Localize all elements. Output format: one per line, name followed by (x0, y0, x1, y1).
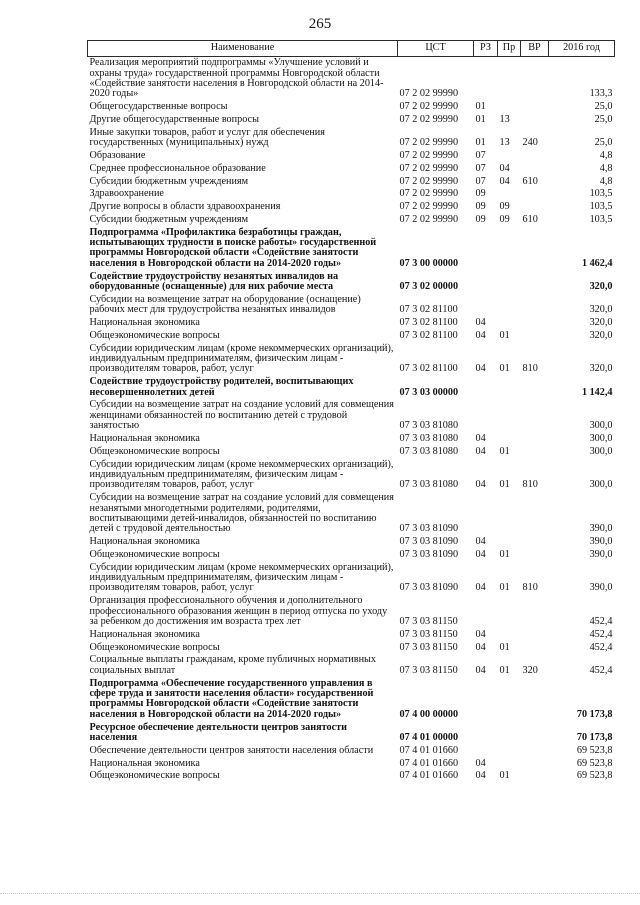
cell-rz: 09 (475, 201, 486, 213)
cell-sum: 452,4 (589, 616, 613, 628)
cell-name: Подпрограмма «Обеспечение государственного управления в сфере труда и занятости населения области» государственной программы Новгородской области «Содействие занятости населения в Новгородской области на 2014-2020 годы» (89, 677, 374, 720)
cell-rz (474, 226, 498, 270)
cell-vr (521, 549, 549, 562)
cell-cst: 07 3 03 81090 (399, 523, 459, 535)
table-row (88, 214, 615, 227)
header-vr: ВР (521, 41, 549, 57)
cell-sum: 70 173,8 (576, 732, 613, 743)
cell-pr (498, 376, 521, 399)
cell-rz: 04 (475, 628, 486, 640)
table-row (88, 114, 615, 127)
cell-sum: 1 142,4 (581, 386, 613, 398)
cell-name: Субсидии на возмещение затрат на оборудование (оснащение) рабочих мест для трудоустройства незанятых инвалидов (89, 293, 361, 316)
cell-pr (498, 294, 521, 317)
cell-name: Образование (89, 149, 146, 161)
cell-vr (521, 57, 549, 102)
cell-name: Национальная экономика (89, 536, 200, 548)
cell-pr (498, 492, 521, 536)
cell-rz: 04 (475, 757, 486, 769)
cell-rz: 01 (475, 137, 486, 149)
cell-rz (474, 677, 498, 721)
cell-rz: 04 (475, 664, 486, 676)
cell-vr: 320 (522, 664, 538, 676)
cell-name: Обеспечение деятельности центров занятости населения области (89, 744, 374, 756)
header-name: Наименование (88, 41, 398, 57)
cell-pr: 01 (499, 641, 510, 653)
cell-sum: 452,4 (589, 641, 613, 653)
cell-name: Организация профессионального обучения и дополнительного профессионального образования женщин в период отпуска по уходу за ребенком до достижения им возраста трех лет (89, 595, 388, 628)
cell-vr (521, 226, 549, 270)
cell-pr: 13 (499, 113, 510, 125)
cell-sum: 25,0 (594, 101, 613, 113)
cell-rz: 04 (475, 445, 486, 457)
cell-cst: 07 3 03 81090 (399, 548, 459, 560)
header-year: 2016 год (549, 41, 615, 57)
table-row (88, 446, 615, 459)
cell-cst: 07 3 03 81150 (399, 664, 458, 676)
table-row (88, 399, 615, 433)
cell-name: Общегосударственные вопросы (89, 101, 228, 113)
cell-cst: 07 4 01 01660 (399, 770, 459, 782)
table-row (88, 641, 615, 654)
cell-vr (521, 399, 549, 433)
cell-name: Общеэкономические вопросы (89, 548, 220, 560)
cell-vr: 610 (522, 213, 538, 225)
table-row (88, 101, 615, 114)
cell-vr (521, 294, 549, 317)
cell-pr: 04 (499, 162, 510, 174)
cell-pr (498, 677, 521, 721)
cell-sum: 4,8 (599, 149, 613, 161)
cell-vr (521, 330, 549, 343)
cell-pr: 01 (499, 479, 510, 491)
cell-vr: 610 (522, 175, 538, 187)
cell-cst: 07 2 02 99990 (399, 175, 459, 187)
cell-sum: 390,0 (589, 548, 613, 560)
cell-pr: 01 (499, 363, 510, 375)
cell-vr: 810 (522, 479, 538, 491)
cell-vr (521, 376, 549, 399)
cell-cst: 07 2 02 99990 (399, 213, 459, 225)
cell-name: Общеэкономические вопросы (89, 641, 220, 653)
cell-vr (521, 677, 549, 721)
cell-vr (521, 641, 549, 654)
cell-pr (498, 317, 521, 330)
cell-cst: 07 4 01 00000 (399, 732, 459, 743)
cell-sum: 390,0 (589, 523, 613, 535)
cell-name: Социальные выплаты гражданам, кроме публичных нормативных социальных выплат (89, 654, 376, 676)
cell-rz (474, 270, 498, 293)
cell-rz (474, 745, 498, 758)
cell-sum: 300,0 (589, 420, 613, 432)
cell-pr: 01 (499, 582, 510, 594)
table-row (88, 175, 615, 188)
cell-rz: 04 (475, 363, 486, 375)
header-rz: РЗ (474, 41, 498, 57)
cell-rz: 04 (475, 548, 486, 560)
cell-rz: 07 (475, 149, 486, 161)
cell-vr (521, 745, 549, 758)
cell-vr: 810 (522, 582, 538, 594)
cell-vr (521, 114, 549, 127)
cell-vr (521, 317, 549, 330)
cell-rz: 04 (475, 641, 486, 653)
cell-cst: 07 4 01 01660 (399, 744, 459, 756)
cell-sum: 390,0 (589, 582, 613, 594)
cell-sum: 69 523,8 (576, 757, 613, 769)
cell-pr (498, 150, 521, 163)
table-row (88, 536, 615, 549)
cell-rz (474, 57, 498, 102)
cell-sum: 70 173,8 (576, 708, 613, 720)
cell-vr (521, 492, 549, 536)
cell-name: Субсидии на возмещение затрат на создание условий для совмещения женщинами обязанностей по воспитанию детей с трудовой занятостью (89, 399, 394, 432)
cell-vr (521, 433, 549, 446)
cell-rz: 04 (475, 582, 486, 594)
cell-pr (498, 101, 521, 114)
cell-rz: 04 (475, 329, 486, 341)
table-row (88, 433, 615, 446)
cell-pr (498, 757, 521, 770)
cell-sum: 300,0 (589, 445, 613, 457)
cell-pr (498, 270, 521, 293)
cell-rz: 01 (475, 101, 486, 113)
cell-rz: 01 (475, 113, 486, 125)
cell-pr: 01 (499, 445, 510, 457)
cell-vr (521, 595, 549, 629)
cell-cst: 07 3 02 81100 (399, 317, 458, 328)
table-row (88, 270, 615, 293)
cell-name: Субсидии юридическим лицам (кроме некоммерческих организаций), индивидуальным предпринимателям, физическим лицам - производителям товаров, работ, услуг (89, 342, 394, 375)
cell-cst: 07 2 02 99990 (399, 188, 459, 200)
cell-rz: 04 (475, 479, 486, 491)
cell-cst: 07 2 02 99990 (399, 162, 459, 174)
cell-rz (474, 492, 498, 536)
table-row (88, 330, 615, 343)
cell-cst: 07 3 03 81080 (399, 432, 459, 444)
cell-pr (498, 57, 521, 102)
cell-sum: 320,0 (589, 281, 613, 293)
cell-sum: 133,3 (589, 88, 613, 100)
cell-cst: 07 3 02 81100 (399, 363, 458, 375)
cell-vr (521, 150, 549, 163)
table-row (88, 226, 615, 270)
cell-vr (521, 536, 549, 549)
cell-name: Содействие трудоустройству родителей, воспитывающих несовершеннолетних детей (89, 376, 354, 398)
table-row (88, 317, 615, 330)
cell-sum: 25,0 (594, 113, 613, 125)
cell-vr (521, 270, 549, 293)
table-row (88, 294, 615, 317)
cell-sum: 300,0 (589, 479, 613, 491)
cell-pr: 09 (499, 213, 510, 225)
cell-rz (474, 399, 498, 433)
cell-sum: 4,8 (599, 175, 613, 187)
cell-name: Субсидии юридическим лицам (кроме некоммерческих организаций), индивидуальным предпринимателям, физическим лицам - производителям товаров, работ, услуг (89, 458, 394, 491)
table-header-row (88, 41, 615, 57)
cell-name: Среднее профессиональное образование (89, 162, 266, 174)
cell-sum: 69 523,8 (576, 744, 613, 756)
cell-vr (521, 201, 549, 214)
cell-pr (498, 721, 521, 744)
table-row (88, 757, 615, 770)
cell-sum: 103,5 (589, 213, 613, 225)
cell-pr: 01 (499, 329, 510, 341)
budget-table (87, 40, 615, 783)
cell-pr: 01 (499, 770, 510, 782)
table-row (88, 677, 615, 721)
table-row (88, 549, 615, 562)
cell-rz (474, 721, 498, 744)
cell-cst: 07 3 02 81100 (399, 329, 458, 341)
cell-sum: 452,4 (589, 628, 613, 640)
cell-pr: 13 (499, 137, 510, 149)
cell-rz: 04 (475, 536, 486, 548)
header-pr: Пр (498, 41, 521, 57)
table-row (88, 150, 615, 163)
cell-rz: 04 (475, 770, 486, 782)
cell-cst: 07 2 02 99990 (399, 113, 459, 125)
cell-cst: 07 2 02 99990 (399, 201, 459, 213)
cell-cst: 07 3 03 81150 (399, 628, 458, 640)
cell-pr: 09 (499, 201, 510, 213)
cell-sum: 4,8 (599, 162, 613, 174)
cell-name: Ресурсное обеспечение деятельности центров занятости населения (89, 721, 347, 743)
cell-cst: 07 3 00 00000 (399, 257, 459, 269)
cell-cst: 07 3 03 00000 (399, 386, 459, 398)
cell-vr (521, 721, 549, 744)
cell-vr (521, 446, 549, 459)
cell-name: Общеэкономические вопросы (89, 770, 220, 782)
table-row (88, 595, 615, 629)
cell-sum: 320,0 (589, 317, 613, 328)
cell-pr (498, 399, 521, 433)
table-row (88, 127, 615, 150)
page-number: 265 (308, 16, 332, 32)
table-row (88, 492, 615, 536)
cell-name: Иные закупки товаров, работ и услуг для обеспечения государственных (муниципальных) нужд (89, 126, 325, 149)
table-row (88, 770, 615, 783)
cell-pr (498, 595, 521, 629)
cell-vr (521, 101, 549, 114)
cell-pr: 04 (499, 175, 510, 187)
cell-name: Национальная экономика (89, 628, 200, 640)
header-cst: ЦСТ (398, 41, 474, 57)
cell-vr (521, 629, 549, 642)
table-row (88, 188, 615, 201)
table-row (88, 721, 615, 744)
cell-pr: 01 (499, 664, 510, 676)
table-row (88, 629, 615, 642)
cell-sum: 390,0 (589, 536, 613, 548)
table-body (88, 57, 615, 783)
cell-cst: 07 3 03 81150 (399, 641, 458, 653)
cell-name: Субсидии бюджетным учреждениям (89, 213, 249, 225)
table-row (88, 163, 615, 176)
cell-cst: 07 3 03 81090 (399, 536, 459, 548)
cell-cst: 07 3 02 00000 (399, 281, 459, 293)
cell-cst: 07 4 01 01660 (399, 757, 459, 769)
cell-cst: 07 3 02 81100 (399, 304, 458, 316)
cell-pr (498, 536, 521, 549)
cell-rz (474, 595, 498, 629)
cell-pr: 01 (499, 548, 510, 560)
cell-rz: 04 (475, 317, 486, 328)
cell-vr (521, 757, 549, 770)
table-row (88, 376, 615, 399)
cell-cst: 07 2 02 99990 (399, 149, 459, 161)
cell-sum: 1 462,4 (581, 257, 613, 269)
cell-pr (498, 188, 521, 201)
table-row (88, 561, 615, 595)
cell-name: Здравоохранение (89, 188, 164, 200)
cell-sum: 103,5 (589, 188, 613, 200)
cell-vr (521, 188, 549, 201)
cell-name: Подпрограмма «Профилактика безработицы граждан, испытывающих трудности в поиске работы» государственной программы Новгородской области «Содействие занятости населения в Новгородской области на 2014-2020 годы» (89, 226, 377, 269)
cell-name: Субсидии юридическим лицам (кроме некоммерческих организаций), индивидуальным предпринимателям, физическим лицам - производителям товаров, работ, услуг (89, 561, 394, 594)
cell-vr: 240 (522, 137, 538, 149)
cell-name: Национальная экономика (89, 317, 200, 328)
cell-cst: 07 2 02 99990 (399, 101, 459, 113)
cell-sum: 320,0 (589, 363, 613, 375)
cell-cst: 07 3 03 81080 (399, 445, 459, 457)
table-row (88, 745, 615, 758)
cell-cst: 07 4 00 00000 (399, 708, 459, 720)
cell-pr (498, 629, 521, 642)
cell-sum: 103,5 (589, 201, 613, 213)
cell-sum: 69 523,8 (576, 770, 613, 782)
cell-rz: 09 (475, 213, 486, 225)
cell-cst: 07 2 02 99990 (399, 88, 459, 100)
scan-edge-line (0, 893, 640, 895)
table-row (88, 458, 615, 492)
cell-vr (521, 163, 549, 176)
cell-pr (498, 226, 521, 270)
cell-vr (521, 770, 549, 783)
cell-pr (498, 745, 521, 758)
cell-sum: 452,4 (589, 664, 613, 676)
cell-name: Национальная экономика (89, 757, 200, 769)
cell-vr: 810 (522, 363, 538, 375)
table-row (88, 57, 615, 102)
cell-rz: 09 (475, 188, 486, 200)
cell-name: Реализация мероприятий подпрограммы «Улучшение условий и охраны труда» государственной программы Новгородской области «Содействие занятости населения в Новгородской области на 2014-2020 годы» (89, 57, 384, 100)
cell-name: Другие общегосударственные вопросы (89, 113, 259, 125)
cell-rz (474, 376, 498, 399)
cell-cst: 07 2 02 99990 (399, 137, 459, 149)
cell-sum: 25,0 (594, 137, 613, 149)
cell-sum: 320,0 (589, 329, 613, 341)
cell-cst: 07 3 03 81080 (399, 479, 459, 491)
cell-rz: 04 (475, 432, 486, 444)
cell-cst: 07 3 03 81080 (399, 420, 459, 432)
cell-name: Другие вопросы в области здравоохранения (89, 201, 281, 213)
cell-sum: 300,0 (589, 432, 613, 444)
cell-cst: 07 3 03 81150 (399, 616, 458, 628)
cell-rz: 07 (475, 162, 486, 174)
cell-cst: 07 3 03 81090 (399, 582, 459, 594)
table-row (88, 654, 615, 677)
cell-rz (474, 294, 498, 317)
cell-name: Национальная экономика (89, 432, 200, 444)
cell-name: Общеэкономические вопросы (89, 445, 220, 457)
cell-sum: 320,0 (589, 304, 613, 316)
cell-pr (498, 433, 521, 446)
cell-name: Общеэкономические вопросы (89, 329, 220, 341)
cell-rz: 07 (475, 175, 486, 187)
cell-name: Субсидии на возмещение затрат на создание условий для совмещения незанятыми многодетными родителями, родителями, воспитывающими детей-инвалидов, обязанностей по воспитанию детей с трудовой деятельностью (89, 492, 394, 535)
table-row (88, 342, 615, 376)
cell-name: Субсидии бюджетным учреждениям (89, 175, 249, 187)
table-row (88, 201, 615, 214)
cell-name: Содействие трудоустройству незанятых инвалидов на оборудованные (оснащенные) для них рабочие места (89, 270, 339, 293)
